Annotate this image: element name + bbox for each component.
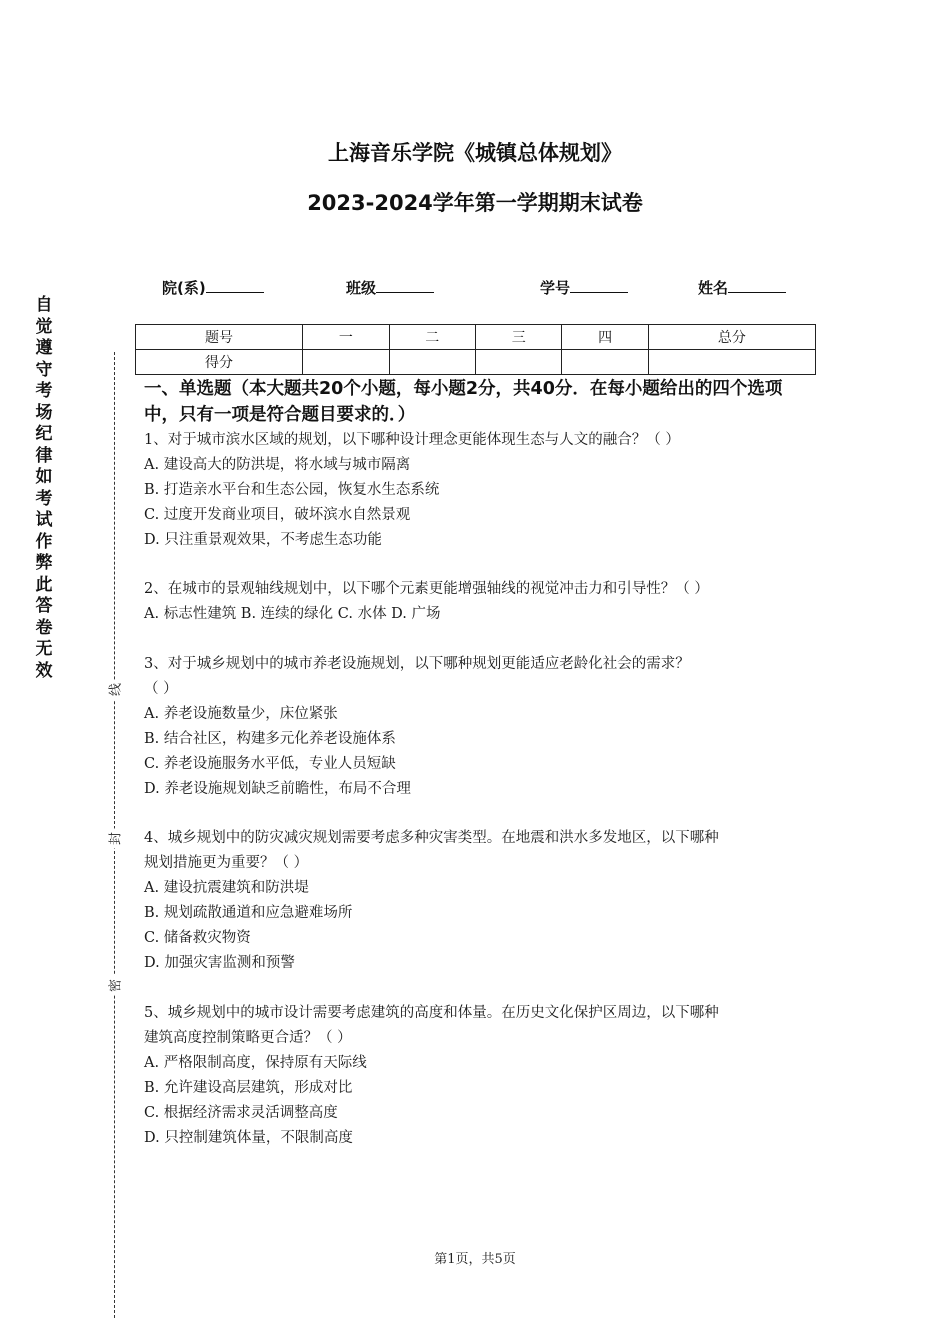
class-label: 班级 bbox=[346, 279, 377, 297]
seal-mark-secret: 密 bbox=[105, 976, 124, 996]
question-stem: 2、在城市的景观轴线规划中，以下哪个元素更能增强轴线的视觉冲击力和引导性？（ ） bbox=[144, 581, 709, 597]
student-id-field bbox=[540, 277, 628, 298]
score-table bbox=[135, 324, 816, 375]
student-id-blank[interactable] bbox=[570, 278, 628, 293]
question-stem: （ ） bbox=[144, 681, 178, 697]
question-option[interactable]: B. 结合社区，构建多元化养老设施体系 bbox=[144, 731, 396, 747]
score-header-cell: 三 bbox=[475, 325, 561, 350]
score-header-cell: 一 bbox=[303, 325, 389, 350]
question-option[interactable]: C. 根据经济需求灵活调整高度 bbox=[144, 1105, 338, 1121]
seal-mark-seal: 封 bbox=[105, 829, 124, 849]
question-option[interactable]: A. 标志性建筑 B. 连续的绿化 C. 水体 D. 广场 bbox=[144, 606, 441, 622]
question-option[interactable]: B. 打造亲水平台和生态公园，恢复水生态系统 bbox=[144, 482, 440, 498]
side-notice: 自觉遵守考场纪律如考试作弊此答卷无效 bbox=[35, 295, 53, 681]
student-id-label: 学号 bbox=[540, 279, 571, 297]
question-option[interactable]: D. 只控制建筑体量，不限制高度 bbox=[144, 1130, 353, 1146]
question-stem: 5、城乡规划中的城市设计需要考虑建筑的高度和体量。在历史文化保护区周边，以下哪种 bbox=[144, 1005, 719, 1021]
question-option[interactable]: D. 只注重景观效果，不考虑生态功能 bbox=[144, 532, 382, 548]
seal-mark-line: 线 bbox=[105, 680, 124, 700]
score-cell[interactable] bbox=[475, 350, 561, 375]
question-option[interactable]: A. 严格限制高度，保持原有天际线 bbox=[144, 1055, 367, 1071]
question-option[interactable]: D. 养老设施规划缺乏前瞻性，布局不合理 bbox=[144, 781, 411, 797]
score-row-label: 得分 bbox=[136, 350, 303, 375]
score-cell[interactable] bbox=[389, 350, 475, 375]
score-cell[interactable] bbox=[648, 350, 815, 375]
question-stem: 1、对于城市滨水区域的规划，以下哪种设计理念更能体现生态与人文的融合？（ ） bbox=[144, 432, 680, 448]
exam-title-line2: 2023-2024学年第一学期期末试卷 bbox=[307, 191, 643, 215]
name-blank[interactable] bbox=[728, 278, 786, 293]
score-table-score-row bbox=[136, 350, 816, 375]
question-option[interactable]: A. 建设抗震建筑和防洪堤 bbox=[144, 880, 309, 896]
score-table-header-row bbox=[136, 325, 816, 350]
class-blank[interactable] bbox=[376, 278, 434, 293]
department-blank[interactable] bbox=[206, 278, 264, 293]
class-field bbox=[346, 277, 434, 298]
question-option[interactable]: B. 规划疏散通道和应急避难场所 bbox=[144, 905, 353, 921]
exam-title-line1: 上海音乐学院《城镇总体规划》 bbox=[328, 141, 622, 165]
question-stem: 3、对于城乡规划中的城市养老设施规划，以下哪种规划更能适应老龄化社会的需求？ bbox=[144, 656, 690, 672]
question-stem: 建筑高度控制策略更合适？（ ） bbox=[144, 1030, 352, 1046]
question-option[interactable]: C. 储备救灾物资 bbox=[144, 930, 251, 946]
name-field bbox=[698, 277, 786, 298]
score-header-cell: 四 bbox=[562, 325, 648, 350]
question-option[interactable]: B. 允许建设高层建筑，形成对比 bbox=[144, 1080, 353, 1096]
question-option[interactable]: C. 养老设施服务水平低，专业人员短缺 bbox=[144, 756, 396, 772]
question-option[interactable]: A. 建设高大的防洪堤，将水域与城市隔离 bbox=[144, 457, 411, 473]
name-label: 姓名 bbox=[698, 279, 729, 297]
section1-heading: 一、单选题（本大题共20个小题，每小题2分，共40分．在每小题给出的四个选项中，只有一项是符合题目要求的．） bbox=[144, 379, 783, 425]
question-stem: 4、城乡规划中的防灾减灾规划需要考虑多种灾害类型。在地震和洪水多发地区，以下哪种 bbox=[144, 830, 719, 846]
question-stem: 规划措施更为重要？（ ） bbox=[144, 855, 309, 871]
question-option[interactable]: D. 加强灾害监测和预警 bbox=[144, 955, 295, 971]
department-field bbox=[162, 277, 264, 298]
department-label: 院(系) bbox=[162, 279, 206, 297]
score-cell[interactable] bbox=[562, 350, 648, 375]
score-header-cell: 二 bbox=[389, 325, 475, 350]
question-option[interactable]: C. 过度开发商业项目，破坏滨水自然景观 bbox=[144, 507, 411, 523]
score-cell[interactable] bbox=[303, 350, 389, 375]
score-header-cell: 总分 bbox=[648, 325, 815, 350]
question-option[interactable]: A. 养老设施数量少，床位紧张 bbox=[144, 706, 338, 722]
score-header-cell: 题号 bbox=[136, 325, 303, 350]
page-number: 第1页，共5页 bbox=[434, 1252, 516, 1267]
